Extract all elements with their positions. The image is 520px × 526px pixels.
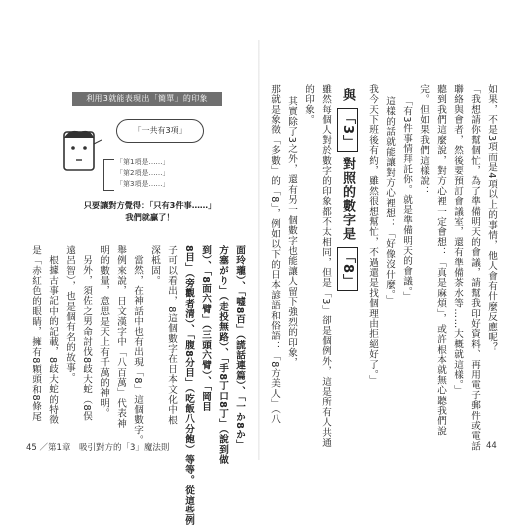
text-column: 聽到我們這麼說，對方心裡一定會想：「真是麻煩」，或許根本就無心聽我們說 xyxy=(435,84,446,437)
right-page-number: 44 xyxy=(486,441,497,451)
text-column: 另外，須佐之男命討伐8歧大蛇（8俣 xyxy=(81,255,92,422)
list-bracket xyxy=(103,159,114,191)
heading-number2: 8 xyxy=(340,263,355,274)
text-column: 當然，在神話中也有出現「8」這個數字。 xyxy=(132,255,143,446)
face-illustration xyxy=(58,126,102,176)
text-column: 深柢固。 xyxy=(149,245,160,286)
text-column: 其實除了3之外，還有另一個數字也能讓人留下強烈的印象， xyxy=(286,96,297,368)
heading-number: 3 xyxy=(340,124,355,135)
text-column: 子可以看出，8這個數字在日本文化中根 xyxy=(166,245,177,426)
list-item-2: 「第2項是……」 xyxy=(116,169,170,177)
heading-prefix: 與 xyxy=(340,88,355,102)
speech-bubble: 「一共有3項」 xyxy=(116,119,204,143)
text-column: 我今天下班後有約，雖然很想幫忙，不過還是找個理由拒絕好了。」 xyxy=(367,84,378,386)
text-column: 完。但如果我們這樣說： xyxy=(418,84,429,197)
text-column: 那就是象徵「多數」的「8」，例如以下的日本諺語和俗語：「8方美人」（八 xyxy=(269,84,280,425)
text-column: 到）、「8面六臂」（三頭六臂）、「岡目 xyxy=(200,245,211,412)
heading-suffix: 對照的數字是 xyxy=(340,157,355,242)
heading-number2-box: 「8」 xyxy=(337,247,358,291)
text-column: 聯絡與會者，然後要預訂會議室，還有準備茶水等……大概就這樣。」 xyxy=(452,84,463,396)
text-column: 是「赤紅色的眼睛，擁有8顆頭和8條尾 xyxy=(30,245,41,422)
left-page-footer xyxy=(26,441,169,453)
left-page-number: 45 xyxy=(26,443,37,453)
caption-line-1: 只要讓對方覺得：「只有3件事……」 xyxy=(83,200,217,210)
list-item-3: 「第3項是……」 xyxy=(116,180,170,188)
text-column: 面玲瓏）、「嘘8百」（謊話連篇）、「一か8か」 xyxy=(234,245,245,450)
section-heading xyxy=(338,88,358,291)
figure-caption xyxy=(70,199,230,223)
text-column: 「有3件事情拜託你。就是準備明天的會議。」 xyxy=(401,96,412,302)
text-column: 如果，不是3項而是4項以上的事情，他人會有什麼反應呢？ xyxy=(486,84,497,353)
text-column: 方塞がり」（走投無路）、「手8丁口8丁」（說到做 xyxy=(217,245,228,465)
text-column: 根據古事記中的記載，8歧大蛇的特徵 xyxy=(47,255,58,425)
text-column: 8目」（旁觀者清）、「腹8分目」（吃飯八分飽）等等。從這些例 xyxy=(183,245,194,526)
text-column: 明的數量，意思是天上有千萬的神明。 xyxy=(98,245,109,419)
figure-header: 利用3就能表現出「簡單」的印象 xyxy=(72,92,222,106)
caption-line-2: 我們就贏了！ xyxy=(125,212,175,222)
heading-number-box: 「3」 xyxy=(337,108,358,152)
list-item-1: 「第1項是……」 xyxy=(116,158,170,166)
text-column: 雖然每個人對於數字的印象都不太相同，但是「3」卻是個例外，這是所有人共通 xyxy=(320,84,331,448)
chapter-title: ／第1章 吸引對方的「3」魔法則 xyxy=(39,443,170,453)
text-column: 舉例來說，日文漢字中「八百萬」代表神 xyxy=(115,245,126,429)
book-gutter xyxy=(258,40,260,460)
text-column: 這樣的話就能讓對方心裡想：「好像沒什麼。」 xyxy=(384,96,395,306)
text-column: 的印象。 xyxy=(303,84,314,125)
text-column: 遠呂智），也是個有名的故事。 xyxy=(64,245,75,383)
text-column: 「我想請你幫個忙，為了準備明天的會議，請幫我印好資料、再用電子郵件或電話 xyxy=(469,84,480,452)
